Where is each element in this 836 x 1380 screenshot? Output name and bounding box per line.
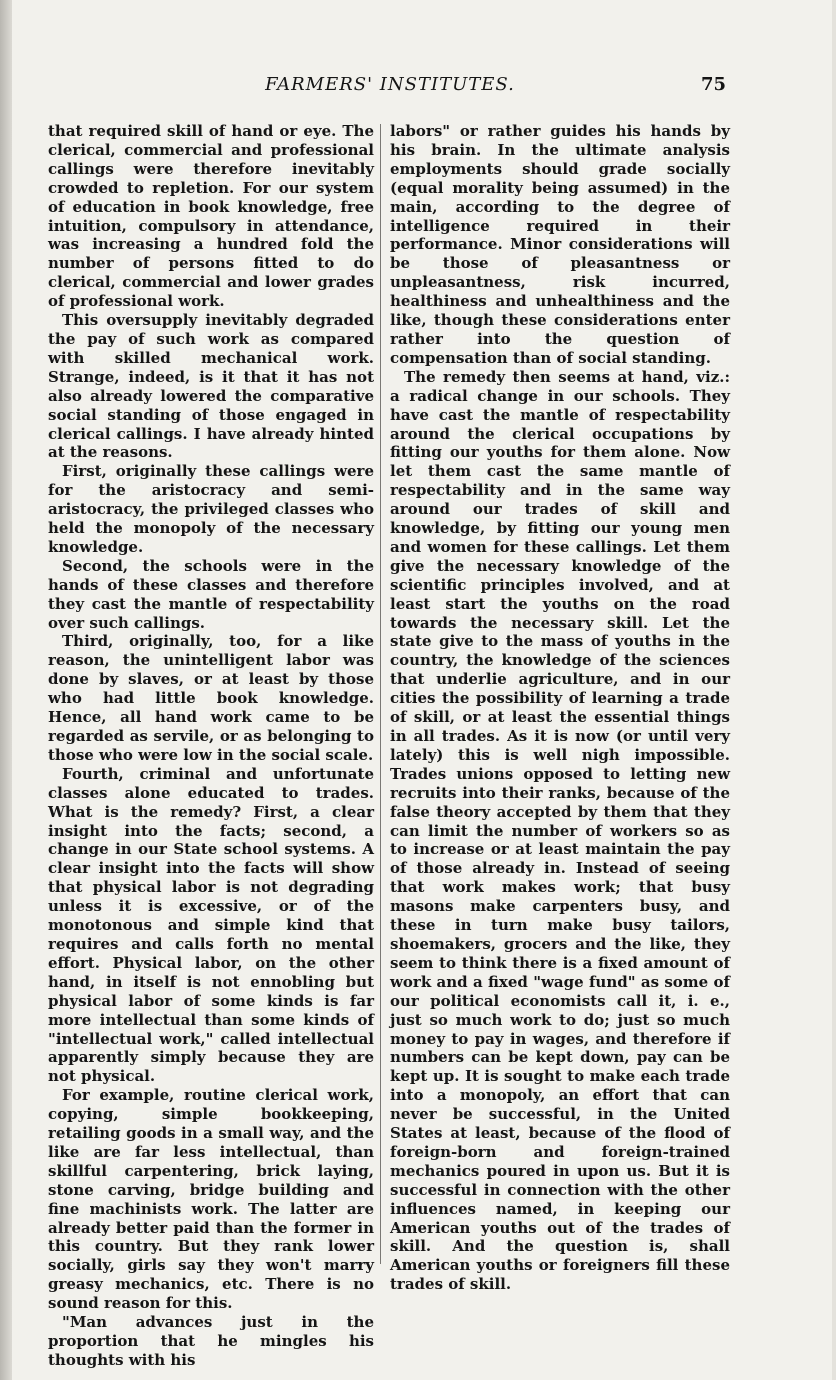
right-text-column — [390, 122, 730, 1294]
paragraph: Second, the schools were in the hands of these classes and therefore they cast the mantle of respectability over such callings. — [48, 556, 374, 632]
paragraph: First, originally these callings were for the aristocracy and semi-aristocracy, the privileged classes who held the monopoly of the necessary knowledge. — [48, 462, 374, 556]
paragraph: "Man advances just in the proportion that he mingles his thoughts with his — [48, 1313, 374, 1369]
paragraph: For example, routine clerical work, copying, simple bookkeeping, retailing goods in a small way, and the like are far less intellectual, than skillful carpentering, brick laying, stone carving, bridge building and fine machinists work. The latter are already better paid than the former in this country. But they rank lower socially, girls say they won't marry greasy mechanics, etc. There is no sound reason for this. — [48, 1086, 374, 1313]
running-title: FARMERS' INSTITUTES. — [265, 74, 515, 95]
page-left-edge — [0, 0, 12, 1380]
paragraph: Fourth, criminal and unfortunate classes alone educated to trades. What is the remedy? First, a clear insight into the facts; second, a change in our State school systems. A clear insight into the facts will show that physical labor is not degrading unless it is excessive, or of the monotonous and simple kind that requires and calls forth no mental effort. Physical labor, on the other hand, in itself is not ennobling but physical labor of some kinds is far more intellectual than some kinds of "intellectual work," called intellectual apparently simply because they are not physical. — [48, 764, 374, 1086]
paragraph: labors" or rather guides his hands by his brain. In the ultimate analysis employments should grade socially (equal morality being assumed) in the main, according to the degree of intelligence required in their performance. Minor considerations will be those of pleasantness or unpleasantness, risk incurred, healthiness and unhealthiness and the like, though these considerations enter rather into the question of compensation than of social standing. — [390, 122, 730, 367]
paragraph: The remedy then seems at hand, viz.: a radical change in our schools. They have cast the mantle of respectability around the clerical occupations by fitting our youths for them alone. Now let them cast the same mantle of respectability and in the same way around our trades of skill and knowledge, by fitting our young men and women for these callings. Let them give the necessary knowledge of the scientific principles involved, and at least start the youths on the road towards the necessary skill. Let the state give to the mass of youths in the country, the knowledge of the sciences that underlie agriculture, and in our cities the possibility of learning a trade of skill, or at least the essential things in all trades. As it is now (or until very lately) this is well nigh impossible. Trades unions opposed to letting new recruits into their ranks, because of the false theory accepted by them that they can limit the number of workers so as to increase or at least maintain the pay of those already in. Instead of seeing that work makes work; that busy masons make carpenters busy, and these in turn make busy tailors, shoemakers, grocers and the like, they seem to think there is a fixed amount of work and a fixed "wage fund" as some of our political economists call it, i. e., just so much work to do; just so much money to pay in wages, and therefore if numbers can be kept down, pay can be kept up. It is sought to make each trade into a monopoly, an effort that can never be successful, in the United States at least, because of the flood of foreign-born and foreign-trained mechanics poured in upon us. But it is successful in connection with the other influences named, in keeping our American youths out of the trades of skill. And the question is, shall American youths or foreigners fill these trades of skill. — [390, 367, 730, 1294]
page-number: 75 — [700, 74, 726, 95]
column-divider — [380, 124, 381, 1264]
paragraph: This oversupply inevitably degraded the pay of such work as compared with skilled mechanical work. Strange, indeed, is it that it has not also already lowered the comparative social standing of those engaged in clerical callings. I have already hinted at the reasons. — [48, 311, 374, 462]
paragraph: Third, originally, too, for a like reason, the unintelligent labor was done by slaves, or at least by those who had little book knowledge. Hence, all hand work came to be regarded as servile, or as belonging to those who were low in the social scale. — [48, 632, 374, 764]
left-text-column — [48, 122, 374, 1370]
paragraph: that required skill of hand or eye. The clerical, commercial and professional callings were therefore inevitably crowded to repletion. For our system of education in book knowledge, free intuition, compulsory in attendance, was increasing a hundred fold the number of persons fitted to do clerical, commercial and lower grades of professional work. — [48, 122, 374, 311]
